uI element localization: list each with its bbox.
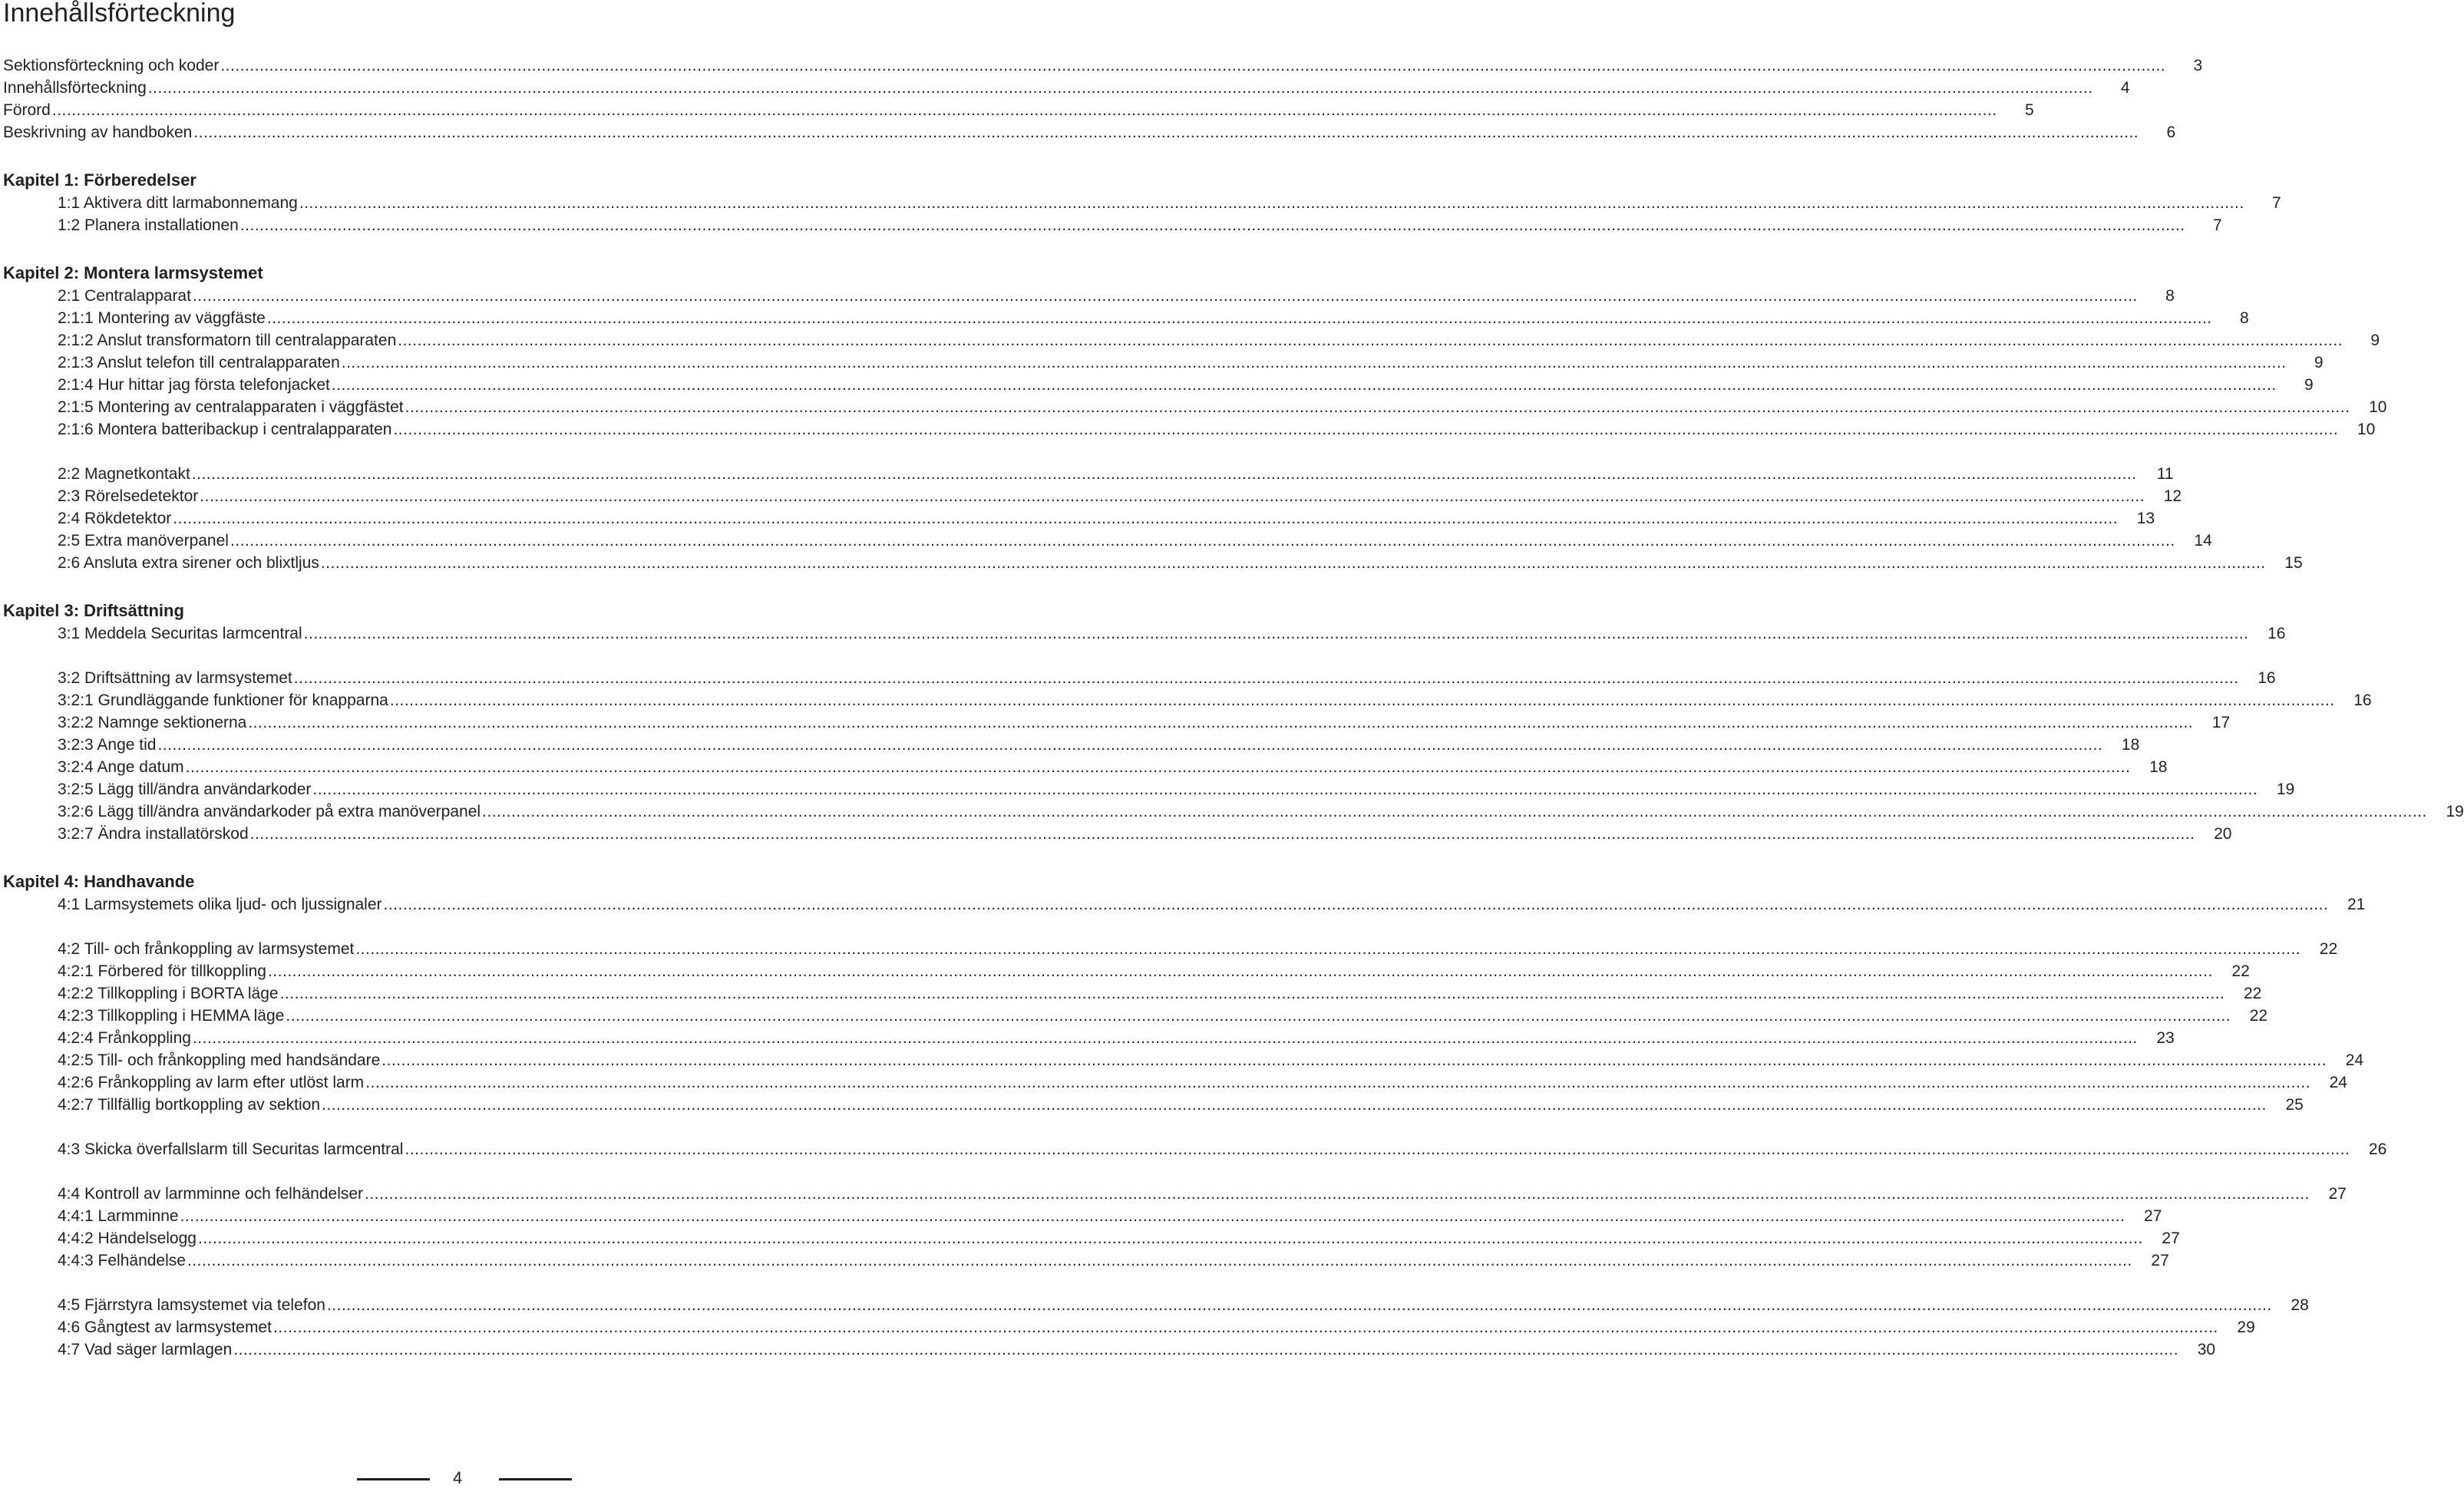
- dot-leader: ................................................................................................................................................................................................................................................................................................................................................................................................................: [389, 692, 2335, 709]
- toc-entry-page: 22: [2319, 940, 2338, 958]
- toc-entry-page: 4: [2120, 79, 2130, 97]
- dot-leader: ................................................................................................................................................................................................................................................................................................................................................................................................................: [279, 985, 2225, 1002]
- toc-entry-label: 2:1:6 Montera batteribackup i centralapparaten: [58, 421, 392, 438]
- dot-leader: ................................................................................................................................................................................................................................................................................................................................................................................................................: [157, 736, 2103, 754]
- toc-entry[interactable]: [58, 1183, 2347, 1206]
- toc-entry-page: 20: [2214, 825, 2232, 843]
- toc-entry-page: 26: [2368, 1140, 2387, 1158]
- toc-entry-label: 3:2:7 Ändra installatörskod: [58, 825, 249, 843]
- toc-entry-page: 27: [2151, 1252, 2169, 1269]
- toc-entry-page: 15: [2284, 554, 2303, 572]
- dot-leader: ................................................................................................................................................................................................................................................................................................................................................................................................................: [286, 1007, 2231, 1025]
- dot-leader: ................................................................................................................................................................................................................................................................................................................................................................................................................: [303, 625, 2249, 642]
- dot-leader: ................................................................................................................................................................................................................................................................................................................................................................................................................: [355, 940, 2301, 958]
- toc-entry[interactable]: [58, 374, 2314, 397]
- toc-entry-label: 4:2:4 Frånkoppling: [58, 1029, 191, 1047]
- toc-entry[interactable]: [58, 1138, 2387, 1161]
- dot-leader: ................................................................................................................................................................................................................................................................................................................................................................................................................: [312, 781, 2258, 798]
- toc-entry-label: 1:1 Aktivera ditt larmabonnemang: [58, 194, 298, 212]
- toc-entry-label: 3:2:1 Grundläggande funktioner för knapparna: [58, 692, 388, 709]
- toc-entry-label: 3:2:4 Ange datum: [58, 758, 184, 776]
- chapter-heading: Kapitel 3: Driftsättning: [3, 601, 184, 620]
- dot-leader: ................................................................................................................................................................................................................................................................................................................................................................................................................: [320, 554, 2266, 572]
- toc-entry-page: 16: [2267, 625, 2286, 642]
- toc-entry[interactable]: [58, 396, 2387, 419]
- dot-leader: ................................................................................................................................................................................................................................................................................................................................................................................................................: [51, 101, 1997, 119]
- toc-entry[interactable]: [58, 1071, 2347, 1094]
- toc-entry-label: 4:2:6 Frånkoppling av larm efter utlöst larm: [58, 1074, 365, 1091]
- toc-entry-label: 3:2 Driftsättning av larmsystemet: [58, 669, 292, 687]
- dot-leader: ................................................................................................................................................................................................................................................................................................................................................................................................................: [326, 1296, 2272, 1314]
- toc-entry[interactable]: [58, 734, 2140, 757]
- toc-entry-label: 4:2 Till- och frånkoppling av larmsystemet: [58, 940, 355, 958]
- toc-entry-page: 7: [2271, 194, 2281, 212]
- toc-entry-page: 18: [2121, 736, 2140, 754]
- toc-entry-page: 21: [2347, 896, 2366, 913]
- toc-entry-label: 3:1 Meddela Securitas larmcentral: [58, 625, 302, 642]
- toc-entry-label: 2:1 Centralapparat: [58, 287, 191, 305]
- toc-entry[interactable]: [58, 192, 2281, 215]
- toc-entry[interactable]: [58, 329, 2380, 352]
- toc-entry[interactable]: [58, 552, 2303, 575]
- dot-leader: ................................................................................................................................................................................................................................................................................................................................................................................................................: [322, 1096, 2267, 1114]
- toc-entry[interactable]: [58, 1005, 2268, 1028]
- toc-entry-label: 2:1:2 Anslut transformatorn till centralapparaten: [58, 332, 397, 349]
- toc-entry-label: 4:7 Vad säger larmlagen: [58, 1341, 233, 1358]
- toc-entry-label: Innehållsförteckning: [3, 79, 147, 97]
- dot-leader: ................................................................................................................................................................................................................................................................................................................................................................................................................: [482, 803, 2427, 820]
- toc-entry-label: 4:5 Fjärrstyra lamsystemet via telefon: [58, 1296, 325, 1314]
- toc-entry-label: 2:6 Ansluta extra sirener och blixtljus: [58, 554, 319, 572]
- toc-entry[interactable]: [58, 1027, 2175, 1050]
- dot-leader: ................................................................................................................................................................................................................................................................................................................................................................................................................: [185, 758, 2131, 776]
- toc-entry-label: Beskrivning av handboken: [3, 124, 193, 141]
- toc-entry[interactable]: [58, 689, 2372, 712]
- toc-entry-page: 27: [2328, 1185, 2347, 1203]
- dot-leader: ................................................................................................................................................................................................................................................................................................................................................................................................................: [398, 332, 2343, 349]
- dot-leader: ................................................................................................................................................................................................................................................................................................................................................................................................................: [268, 962, 2213, 980]
- dot-leader: ................................................................................................................................................................................................................................................................................................................................................................................................................: [365, 1185, 2310, 1203]
- dot-leader: ................................................................................................................................................................................................................................................................................................................................................................................................................: [220, 57, 2166, 74]
- toc-entry[interactable]: [58, 485, 2182, 508]
- toc-entry-page: 13: [2136, 510, 2155, 527]
- toc-entry[interactable]: [3, 54, 2203, 78]
- toc-entry-label: 4:6 Gångtest av larmsystemet: [58, 1319, 272, 1336]
- toc-entry-page: 25: [2285, 1096, 2304, 1114]
- dot-leader: ................................................................................................................................................................................................................................................................................................................................................................................................................: [233, 1341, 2179, 1358]
- toc-entry-page: 27: [2144, 1207, 2162, 1225]
- toc-entry-label: 2:2 Magnetkontakt: [58, 465, 190, 483]
- toc-entry[interactable]: [58, 756, 2168, 779]
- toc-entry-label: 2:1:1 Montering av väggfäste: [58, 309, 266, 327]
- toc-entry-page: 22: [2231, 962, 2250, 980]
- toc-entry[interactable]: [58, 622, 2286, 645]
- toc-entry[interactable]: [58, 214, 2222, 237]
- dot-leader: ................................................................................................................................................................................................................................................................................................................................................................................................................: [331, 376, 2277, 394]
- toc-entry[interactable]: [58, 1227, 2180, 1250]
- toc-entry-page: 28: [2291, 1296, 2309, 1314]
- toc-entry-page: 23: [2156, 1029, 2175, 1047]
- dot-leader: ................................................................................................................................................................................................................................................................................................................................................................................................................: [230, 532, 2175, 550]
- dot-leader: ................................................................................................................................................................................................................................................................................................................................................................................................................: [173, 510, 2119, 527]
- toc-entry-label: 2:1:5 Montering av centralapparaten i väggfästet: [58, 398, 404, 416]
- toc-entry-label: 4:4 Kontroll av larmminne och felhändelser: [58, 1185, 364, 1203]
- toc-entry[interactable]: [58, 507, 2155, 530]
- toc-entry-page: 18: [2149, 758, 2168, 776]
- toc-entry[interactable]: [3, 121, 2176, 144]
- toc-entry-page: 24: [2345, 1051, 2364, 1069]
- toc-entry-page: 19: [2446, 803, 2464, 820]
- dot-leader: ................................................................................................................................................................................................................................................................................................................................................................................................................: [405, 1140, 2350, 1158]
- dot-leader: ................................................................................................................................................................................................................................................................................................................................................................................................................: [383, 896, 2329, 913]
- toc-entry-label: 3:2:2 Namnge sektionerna: [58, 714, 247, 731]
- toc-entry-page: 11: [2156, 465, 2174, 483]
- toc-entry-label: 4:2:7 Tillfällig bortkoppling av sektion: [58, 1096, 321, 1114]
- dot-leader: ................................................................................................................................................................................................................................................................................................................................................................................................................: [147, 79, 2093, 97]
- toc-entry-page: 7: [2212, 216, 2222, 234]
- toc-entry[interactable]: [58, 1339, 2216, 1362]
- toc-entry-label: 2:3 Rörelsedetektor: [58, 487, 199, 505]
- toc-entry-page: 3: [2193, 57, 2203, 74]
- toc-entry-page: 6: [2166, 124, 2176, 141]
- dot-leader: ................................................................................................................................................................................................................................................................................................................................................................................................................: [191, 465, 2137, 483]
- dot-leader: ................................................................................................................................................................................................................................................................................................................................................................................................................: [239, 216, 2185, 234]
- toc-entry-page: 24: [2329, 1074, 2347, 1091]
- toc-entry[interactable]: [58, 893, 2366, 916]
- toc-entry[interactable]: [58, 823, 2232, 846]
- toc-entry-page: 10: [2357, 421, 2376, 438]
- chapter-heading: Kapitel 4: Handhavande: [3, 872, 195, 891]
- page-number: 4: [453, 1468, 463, 1487]
- page-title: Innehållsförteckning: [3, 0, 236, 28]
- dot-leader: ................................................................................................................................................................................................................................................................................................................................................................................................................: [393, 421, 2339, 438]
- dot-leader: ................................................................................................................................................................................................................................................................................................................................................................................................................: [197, 1230, 2143, 1247]
- toc-entry-page: 9: [2314, 354, 2324, 371]
- toc-entry-page: 19: [2276, 781, 2295, 798]
- dot-leader: ................................................................................................................................................................................................................................................................................................................................................................................................................: [200, 487, 2145, 505]
- toc-entry[interactable]: [58, 711, 2231, 734]
- toc-entry-label: 2:5 Extra manöverpanel: [58, 532, 229, 550]
- dot-leader: ................................................................................................................................................................................................................................................................................................................................................................................................................: [381, 1051, 2327, 1069]
- dot-leader: ................................................................................................................................................................................................................................................................................................................................................................................................................: [192, 1029, 2138, 1047]
- toc-entry[interactable]: [58, 982, 2262, 1005]
- toc-entry[interactable]: [58, 1294, 2309, 1317]
- toc-entry[interactable]: [58, 800, 2464, 824]
- toc-entry-page: 22: [2244, 985, 2262, 1002]
- dot-leader: ................................................................................................................................................................................................................................................................................................................................................................................................................: [272, 1319, 2218, 1336]
- dot-leader: ................................................................................................................................................................................................................................................................................................................................................................................................................: [180, 1207, 2125, 1225]
- toc-entry[interactable]: [3, 77, 2130, 100]
- toc-entry[interactable]: [58, 285, 2175, 308]
- toc-entry-label: 2:4 Rökdetektor: [58, 510, 172, 527]
- toc-entry-page: 27: [2162, 1230, 2180, 1247]
- toc-entry[interactable]: [58, 960, 2250, 983]
- toc-entry-label: 3:2:6 Lägg till/ändra användarkoder på extra manöverpanel: [58, 803, 481, 820]
- dot-leader: ................................................................................................................................................................................................................................................................................................................................................................................................................: [365, 1074, 2310, 1091]
- dot-leader: ................................................................................................................................................................................................................................................................................................................................................................................................................: [266, 309, 2212, 327]
- toc-entry[interactable]: [58, 1249, 2169, 1272]
- toc-entry-page: 9: [2304, 376, 2314, 394]
- toc-entry-label: 4:3 Skicka överfallslarm till Securitas larmcentral: [58, 1140, 404, 1158]
- toc-entry-page: 9: [2370, 332, 2380, 349]
- toc-entry[interactable]: [58, 938, 2338, 961]
- toc-entry-label: 3:2:5 Lägg till/ändra användarkoder: [58, 781, 312, 798]
- toc-entry[interactable]: [58, 1205, 2162, 1228]
- toc-entry-page: 10: [2369, 398, 2387, 416]
- toc-entry-label: 4:4:1 Larmminne: [58, 1207, 179, 1225]
- toc-entry[interactable]: [58, 1094, 2304, 1117]
- toc-entry-label: 4:2:3 Tillkoppling i HEMMA läge: [58, 1007, 285, 1025]
- toc-entry-page: 30: [2197, 1341, 2216, 1358]
- dot-leader: ................................................................................................................................................................................................................................................................................................................................................................................................................: [187, 1252, 2132, 1269]
- chapter-heading: Kapitel 1: Förberedelser: [3, 170, 197, 190]
- dot-leader: ................................................................................................................................................................................................................................................................................................................................................................................................................: [249, 825, 2195, 843]
- toc-entry-page: 12: [2163, 487, 2182, 505]
- toc-entry-page: 29: [2237, 1319, 2255, 1336]
- toc-entry-page: 8: [2165, 287, 2175, 305]
- chapter-heading: Kapitel 2: Montera larmsystemet: [3, 263, 263, 282]
- toc-entry-label: 3:2:3 Ange tid: [58, 736, 157, 754]
- toc-entry-label: 4:2:2 Tillkoppling i BORTA läge: [58, 985, 279, 1002]
- toc-entry-page: 17: [2211, 714, 2231, 731]
- toc-entry-label: 4:4:3 Felhändelse: [58, 1252, 186, 1269]
- toc-entry-label: 2:1:3 Anslut telefon till centralapparaten: [58, 354, 340, 371]
- toc-entry-page: 22: [2249, 1007, 2268, 1025]
- toc-entry[interactable]: [3, 99, 2034, 122]
- toc-entry-label: 4:1 Larmsystemets olika ljud- och ljussignaler: [58, 896, 382, 913]
- toc-entry[interactable]: [58, 463, 2174, 486]
- footer-rule-left: [357, 1478, 430, 1480]
- toc-entry-label: Förord: [3, 101, 51, 119]
- dot-leader: ................................................................................................................................................................................................................................................................................................................................................................................................................: [299, 194, 2244, 212]
- dot-leader: ................................................................................................................................................................................................................................................................................................................................................................................................................: [192, 287, 2138, 305]
- toc-entry[interactable]: [58, 352, 2324, 375]
- toc-entry[interactable]: [58, 530, 2212, 553]
- dot-leader: ................................................................................................................................................................................................................................................................................................................................................................................................................: [405, 398, 2350, 416]
- toc-entry[interactable]: [58, 307, 2249, 330]
- toc-entry[interactable]: [58, 667, 2276, 690]
- toc-entry[interactable]: [58, 778, 2295, 801]
- dot-leader: ................................................................................................................................................................................................................................................................................................................................................................................................................: [248, 714, 2194, 731]
- toc-entry-page: 8: [2239, 309, 2249, 327]
- footer-rule-right: [499, 1478, 572, 1480]
- toc-entry-page: 14: [2194, 532, 2212, 550]
- toc-entry[interactable]: [58, 1049, 2364, 1072]
- toc-entry-label: 4:4:2 Händelselogg: [58, 1230, 197, 1247]
- toc-entry[interactable]: [58, 418, 2376, 441]
- toc-entry-label: 2:1:4 Hur hittar jag första telefonjacket: [58, 376, 330, 394]
- toc-entry-label: 4:2:1 Förbered för tillkoppling: [58, 962, 266, 980]
- toc-entry[interactable]: [58, 1316, 2255, 1339]
- toc-entry-label: 1:2 Planera installationen: [58, 216, 239, 234]
- toc-entry-page: 16: [2353, 692, 2372, 709]
- dot-leader: ................................................................................................................................................................................................................................................................................................................................................................................................................: [293, 669, 2239, 687]
- toc-entry-label: Sektionsförteckning och koder: [3, 57, 220, 74]
- toc-entry-page: 5: [2024, 101, 2034, 119]
- dot-leader: ................................................................................................................................................................................................................................................................................................................................................................................................................: [193, 124, 2139, 141]
- toc-entry-page: 16: [2258, 669, 2276, 687]
- dot-leader: ................................................................................................................................................................................................................................................................................................................................................................................................................: [341, 354, 2287, 371]
- toc-entry-label: 4:2:5 Till- och frånkoppling med handsändare: [58, 1051, 381, 1069]
